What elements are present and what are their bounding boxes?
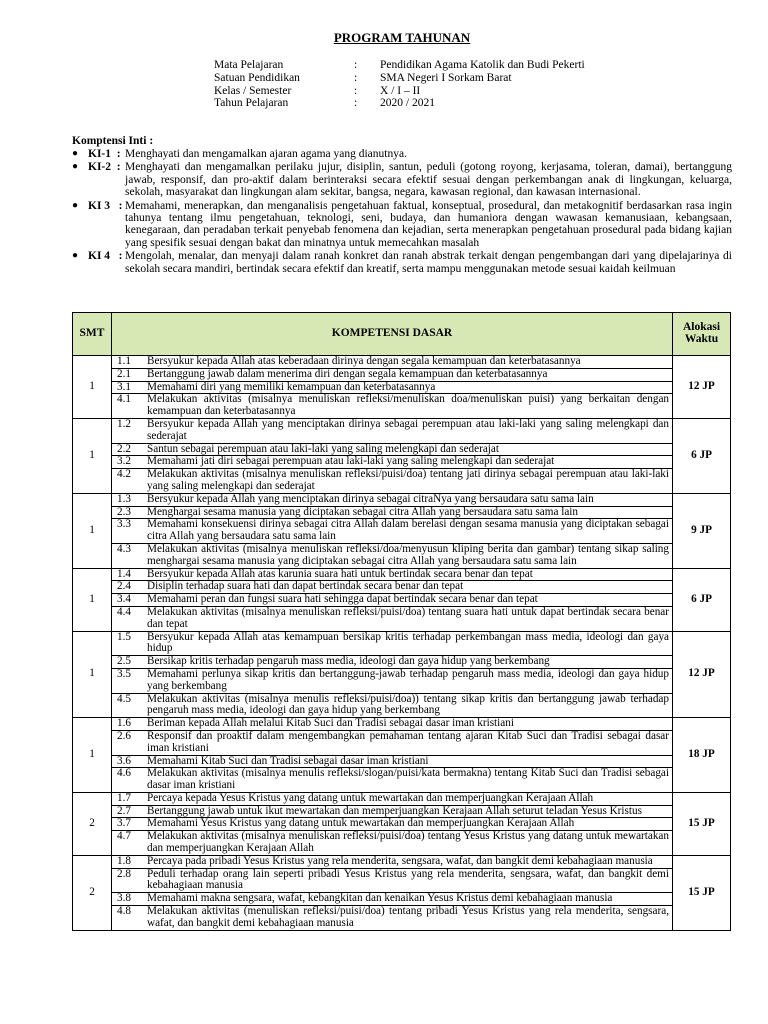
kd-table-body — [73, 356, 731, 931]
header-kd: KOMPETENSI DASAR — [112, 313, 673, 356]
info-row-class — [214, 85, 585, 98]
bullet-icon: ● — [72, 250, 79, 262]
kd-text: Peduli terhadap orang lain seperti pribadi Yesus Kristus yang rela menderita, sengsara, wafat, dan bangkit demi kebahagiaan manusia — [147, 867, 669, 892]
alloc-cell: 12 JP — [673, 356, 731, 419]
kd-item — [112, 905, 672, 930]
info-separator: : — [354, 59, 358, 71]
alloc-cell: 9 JP — [673, 493, 731, 568]
info-row-subject — [214, 59, 585, 72]
kd-text: Memahami perlunya sikap kritis dan bertanggung-jawab terhadap pengaruh mass media, ideologi dan gaya hidup yang berkembang — [147, 667, 669, 692]
smt-cell: 2 — [73, 855, 112, 930]
kd-number: 1.5 — [117, 630, 131, 643]
kd-item — [112, 518, 672, 543]
kd-text: Melakukan aktivitas (misalnya menuliskan refleksi/puisi/doa) tentang suara hati untuk dapat bertindak secara benar dan tepat — [147, 605, 669, 630]
ki-code: KI 4 : — [88, 250, 123, 263]
info-value: Pendidikan Agama Katolik dan Budi Pekerti — [380, 59, 585, 71]
kd-text: Melakukan aktivitas (misalnya menuliskan refleksi/puisi/doa) tentang Yesus Kristus yang datang untuk mewartakan dan memperjuangkan Kerajaan Allah — [147, 830, 669, 855]
kd-number: 4.1 — [117, 393, 131, 406]
kd-number: 2.3 — [117, 505, 131, 518]
kd-number: 1.7 — [117, 791, 131, 804]
kd-number: 4.7 — [117, 830, 131, 843]
info-separator: : — [354, 71, 358, 84]
kd-item — [112, 856, 672, 868]
page-title: PROGRAM TAHUNAN — [333, 30, 471, 45]
kd-text: Responsif dan proaktif dalam mengembangkan pemahaman tentang ajaran Kitab Suci dan Tradisi sebagai dasar iman kristiani — [147, 729, 669, 754]
kd-item — [112, 606, 672, 631]
kd-text: Memahami Kitab Suci dan Tradisi sebagai dasar iman kristiani — [147, 754, 429, 767]
kd-text: Memahami diri yang memiliki kemampuan dan keterbatasannya — [147, 380, 436, 393]
kd-cell — [112, 718, 673, 793]
info-value: X / I – II — [380, 84, 421, 97]
kd-item — [112, 381, 672, 394]
kd-number: 2.5 — [117, 655, 131, 668]
kd-text: Memahami makna sengsara, wafat, kebangkitan dan kenaikan Yesus Kristus demi kebahagiaan manusia — [147, 892, 613, 905]
kd-number: 4.5 — [117, 692, 131, 705]
kd-number: 3.8 — [117, 892, 131, 905]
kd-cell — [112, 493, 673, 568]
bullet-icon: ● — [72, 161, 79, 173]
ki-text: Menghayati dan mengamalkan perilaku jujur, disiplin, santun, peduli (gotong royong, kerjasama, toleran, damai), bertanggung jawab, responsif, dan pro-aktif dalam berinteraksi secara efektif sesuai dengan perkembangan anak di lingkungan, keluarga, sekolah, masyarakat dan lingkungan alam sekitar, bangsa, negara, kawasan regional, dan kawasan internasional. — [125, 161, 732, 199]
kd-item — [112, 443, 672, 456]
ki-heading: Komptensi Inti : — [72, 135, 154, 147]
kd-item — [112, 793, 672, 805]
kd-number: 1.2 — [117, 417, 131, 430]
kd-cell — [112, 568, 673, 631]
kd-number: 3.7 — [117, 817, 131, 830]
kd-item — [112, 868, 672, 893]
ki-item — [72, 250, 732, 275]
table-row — [73, 792, 731, 855]
kd-number: 2.1 — [117, 367, 131, 380]
kd-item — [112, 468, 672, 493]
table-row — [73, 718, 731, 793]
kd-number: 1.3 — [117, 492, 131, 505]
kd-item — [112, 569, 672, 581]
kd-item — [112, 632, 672, 656]
table-row — [73, 493, 731, 568]
table-row — [73, 356, 731, 419]
smt-cell: 1 — [73, 356, 112, 419]
kd-cell — [112, 631, 673, 718]
kd-number: 2.7 — [117, 804, 131, 817]
kd-number: 4.6 — [117, 767, 131, 780]
ki-text: Mengolah, menalar, dan menyaji dalam ranah konkret dan ranah abstrak terkait dengan pengembangan dari yang dipelajarinya di sekolah secara mandiri, bertindak secara efektif dan kreatif, serta mampu menggunakan metode sesuai kaidah keilmuan — [125, 250, 732, 275]
info-value: SMA Negeri I Sorkam Barat — [380, 71, 512, 84]
kd-text: Melakukan aktivitas (menuliskan refleksi/puisi/doa) tentang pribadi Yesus Kristus yang rela menderita, sengsara, wafat, dan bangkit demi kebahagiaan manusia — [147, 905, 669, 929]
kd-number: 1.8 — [117, 854, 131, 867]
kd-text: Menghargai sesama manusia yang diciptakan sebagai citra Allah yang bersaudara satu sama lain — [147, 505, 578, 518]
smt-cell: 1 — [73, 493, 112, 568]
info-block — [214, 59, 585, 110]
table-header-row — [73, 313, 731, 356]
alloc-cell: 18 JP — [673, 718, 731, 793]
header-smt: SMT — [73, 313, 112, 356]
kd-cell — [112, 792, 673, 855]
kd-text: Melakukan aktivitas (misalnya menulis refleksi/slogan/puisi/kata bermakna) tentang Kitab Suci dan Tradisi sebagai dasar iman kristiani — [147, 767, 669, 792]
smt-cell: 1 — [73, 418, 112, 493]
info-value: 2020 / 2021 — [380, 97, 435, 110]
kd-cell — [112, 418, 673, 493]
kd-item — [112, 593, 672, 606]
kd-text: Santun sebagai perempuan atau laki-laki yang saling melengkapi dan sederajat — [147, 442, 499, 455]
kd-item — [112, 368, 672, 381]
info-key: Satuan Pendidikan — [214, 71, 300, 84]
kd-number: 2.2 — [117, 442, 131, 455]
kd-text: Bertanggung jawab untuk ikut mewartakan dan memperjuangkan Kerajaan Allah seturut teladan Yesus Kristus — [147, 804, 642, 817]
kd-number: 3.2 — [117, 455, 131, 468]
kd-table — [72, 312, 731, 931]
kd-number: 3.6 — [117, 754, 131, 767]
kd-item — [112, 668, 672, 693]
alloc-cell: 6 JP — [673, 568, 731, 631]
ki-item — [72, 148, 732, 160]
ki-item — [72, 200, 732, 250]
kd-number: 3.1 — [117, 380, 131, 393]
ki-item — [72, 161, 732, 198]
info-row-school — [214, 72, 585, 85]
kd-item — [112, 356, 672, 368]
bullet-icon: ● — [72, 199, 79, 211]
kd-text: Disiplin terhadap suara hati dan dapat bertindak secara benar dan tepat — [147, 580, 464, 593]
kd-item — [112, 419, 672, 443]
kd-item — [112, 805, 672, 818]
ki-code: KI-1 : — [88, 148, 121, 160]
kd-text: Memahami peran dan fungsi suara hati sehingga dapat bertindak secara benar dan tepat — [147, 593, 538, 606]
alloc-cell: 15 JP — [673, 792, 731, 855]
kd-number: 2.8 — [117, 867, 131, 880]
ki-text: Memahami, menerapkan, dan menganalisis pengetahuan faktual, konseptual, prosedural, dan metakognitif berdasarkan rasa ingin tahunya tentang ilmu pengetahuan, teknologi, seni, budaya, dan humaniora dengan wawasan kemanusiaan, kebangsaan, kenegaraan, dan peradaban terkait penyebab fenomena dan kejadian, serta menerapkan pengetahuan prosedural pada bidang kajian yang spesifik sesuai dengan bakat dan minatnya untuk memecahkan masalah — [125, 199, 732, 249]
kd-text: Beriman kepada Allah melalui Kitab Suci dan Tradisi sebagai dasar iman kristiani — [147, 717, 514, 730]
ki-list — [72, 148, 732, 276]
kd-text: Melakukan aktivitas (misalnya menulis refleksi/puisi/doa)) tentang sikap kritis dan bertanggung jawab terhadap pengaruh mass media, ideologi dan gaya hidup yang berkembang — [147, 692, 669, 717]
kd-item — [112, 892, 672, 905]
kd-text: Melakukan aktivitas (misalnya menuliskan refleksi/doa/menyusun kliping berita dan gambar) tentang sikap saling menghargai sesama manusia yang diciptakan sebagai citra Allah yang bersaudara satu sama lain — [147, 542, 669, 567]
kd-text: Bersyukur kepada Allah atas kemampuan bersikap kritis terhadap perkembangan mass media, ideologi dan gaya hidup — [147, 630, 669, 655]
kd-text: Percaya kepada Yesus Kristus yang datang untuk mewartakan dan memperjuangkan Kerajaan Allah — [147, 791, 594, 804]
smt-cell: 1 — [73, 631, 112, 718]
kd-text: Bertanggung jawab dalam menerima diri dengan segala kemampuan dan keterbatasannya — [147, 367, 548, 380]
bullet-icon: ● — [72, 148, 79, 159]
kd-item — [112, 494, 672, 506]
kd-item — [112, 817, 672, 830]
kd-number: 2.4 — [117, 580, 131, 593]
kd-number: 4.3 — [117, 542, 131, 555]
smt-cell: 1 — [73, 718, 112, 793]
kd-number: 4.4 — [117, 605, 131, 618]
info-key: Tahun Pelajaran — [214, 97, 289, 110]
kd-number: 1.6 — [117, 717, 131, 730]
smt-cell: 1 — [73, 568, 112, 631]
kd-text: Bersyukur kepada Allah yang menciptakan dirinya sebagai perempuan atau laki-laki yang saling melengkapi dan sederajat — [147, 417, 669, 442]
info-row-year — [214, 97, 585, 110]
kd-number: 4.8 — [117, 905, 131, 918]
info-separator: : — [354, 97, 358, 110]
kd-text: Memahami Yesus Kristus yang datang untuk mewartakan dan memperjuangkan Kerajaan Allah — [147, 817, 575, 830]
kd-text: Percaya pada pribadi Yesus Kristus yang rela menderita, sengsara, wafat, dan bangkit demi kebahagiaan manusia — [147, 854, 653, 867]
kd-item — [112, 655, 672, 668]
header-alloc: Alokasi Waktu — [673, 313, 731, 356]
smt-cell: 2 — [73, 792, 112, 855]
kd-item — [112, 543, 672, 568]
kd-item — [112, 755, 672, 768]
kd-item — [112, 718, 672, 730]
alloc-cell: 6 JP — [673, 418, 731, 493]
kd-cell — [112, 356, 673, 419]
kd-text: Bersyukur kepada Allah atas keberadaan dirinya dengan segala kemampuan dan keterbatasannya — [147, 355, 581, 367]
kd-text: Bersyukur kepada Allah yang menciptakan dirinya sebagai citraNya yang bersaudara satu sama lain — [147, 492, 594, 505]
kd-number: 3.4 — [117, 593, 131, 606]
table-row — [73, 418, 731, 493]
kd-number: 3.5 — [117, 667, 131, 680]
kd-text: Melakukan aktivitas (misalnya menuliskan refleksi/menuliskan doa/menuliskan puisi) yang berkaitan dengan kemampuan dan keterbatasannya — [147, 393, 669, 418]
kd-number: 1.1 — [117, 355, 131, 367]
kd-text: Bersyukur kepada Allah atas karunia suara hati untuk bertindak secara benar dan tepat — [147, 567, 533, 580]
kd-text: Memahami jati diri sebagai perempuan atau laki-laki yang saling melengkapi dan sederajat — [147, 455, 555, 468]
table-row — [73, 855, 731, 930]
info-key: Mata Pelajaran — [214, 59, 284, 71]
kd-text: Bersikap kritis terhadap pengaruh mass media, ideologi dan gaya hidup yang berkembang — [147, 655, 550, 668]
ki-code: KI-2 : — [88, 161, 121, 174]
kd-number: 4.2 — [117, 468, 131, 481]
alloc-cell: 15 JP — [673, 855, 731, 930]
alloc-cell: 12 JP — [673, 631, 731, 718]
kd-cell — [112, 855, 673, 930]
kd-number: 1.4 — [117, 567, 131, 580]
info-separator: : — [354, 84, 358, 97]
table-row — [73, 568, 731, 631]
kd-item — [112, 830, 672, 855]
kd-item — [112, 767, 672, 792]
ki-text: Menghayati dan mengamalkan ajaran agama yang dianutnya. — [125, 148, 407, 160]
kd-number: 2.6 — [117, 729, 131, 742]
kd-item — [112, 506, 672, 519]
info-key: Kelas / Semester — [214, 84, 292, 97]
kd-text: Melakukan aktivitas (misalnya menuliskan refleksi/puisi/doa) tentang jati dirinya sebagai perempuan atau laki-laki yang saling melengkapi dan sederajat — [147, 468, 669, 492]
kd-item — [112, 693, 672, 718]
kd-number: 3.3 — [117, 518, 131, 531]
kd-text: Memahami konsekuensi dirinya sebagai citra Allah dalam berelasi dengan sesama manusia yang diciptakan sebagai citra Allah yang bersaudara satu sama lain — [147, 518, 669, 543]
table-row — [73, 631, 731, 718]
kd-item — [112, 393, 672, 418]
kd-item — [112, 455, 672, 468]
kd-item — [112, 730, 672, 755]
kd-item — [112, 580, 672, 593]
ki-code: KI 3 : — [88, 199, 123, 212]
